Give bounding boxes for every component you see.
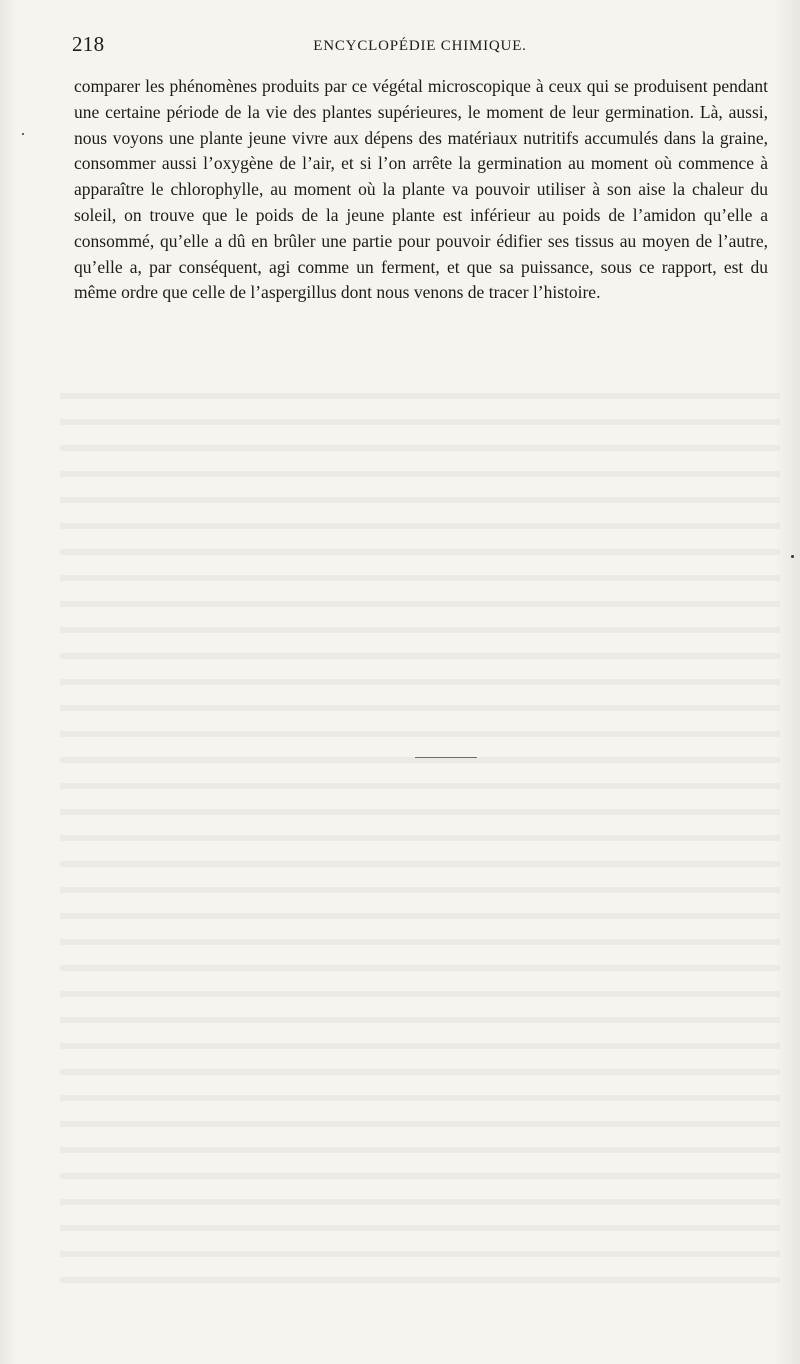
ink-speck <box>791 555 794 558</box>
ink-speck <box>22 133 24 135</box>
running-title: ENCYCLOPÉDIE CHIMIQUE. <box>313 38 527 54</box>
page-header <box>72 32 768 62</box>
body-paragraph: comparer les phénomènes produits par ce végétal microscopique à ceux qui se produisent pendant une certaine période de la vie des plantes supérieures, le moment de leur germination. Là, aussi, nous voyons une plante jeune vivre aux dépens des matériaux nutritifs accumulés dans la graine, consommer aussi l’oxygène de l’air, et si l’on arrête la germination au moment où commence à apparaître le chlorophylle, au moment où la plante va pouvoir utiliser à son aise la chaleur du soleil, on trouve que le poids de la jeune plante est inférieur au poids de l’amidon qu’elle a consommé, qu’elle a dû en brûler une partie pour pouvoir édifier ses tissus au moyen de l’autre, qu’elle a, par conséquent, agi comme un ferment, et que sa puissance, sous ce rapport, est du même ordre que celle de l’aspergillus dont nous venons de tracer l’histoire. <box>74 76 768 303</box>
show-through-texture <box>60 380 780 1300</box>
section-separator-rule <box>415 757 477 758</box>
page-number: 218 <box>72 32 105 56</box>
